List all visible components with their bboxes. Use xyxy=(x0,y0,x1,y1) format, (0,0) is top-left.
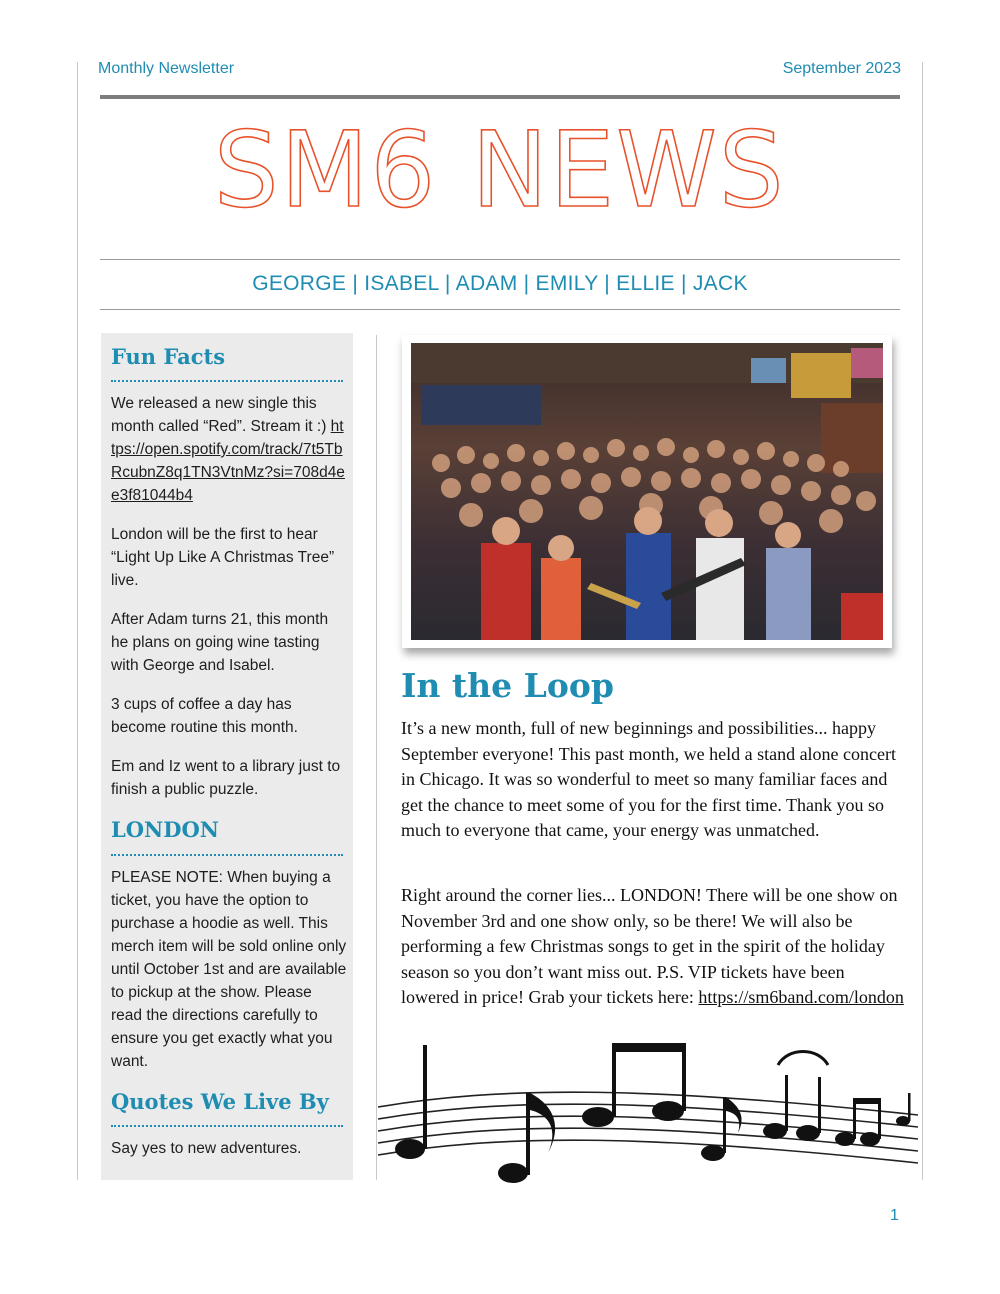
fun-fact-5: Em and Iz went to a library just to finish a public puzzle. xyxy=(111,758,341,798)
quotes-divider xyxy=(111,1125,343,1127)
fun-fact-1-text: We released a new single this month called “Red”. Stream it :) xyxy=(111,395,327,435)
masthead-title xyxy=(100,109,900,231)
members-top-rule xyxy=(100,259,900,260)
quotes-heading: Quotes We Live By xyxy=(111,1089,329,1114)
fun-fact-2: London will be the first to hear “Light Up Like A Christmas Tree” live. xyxy=(111,526,335,589)
fun-facts-heading: Fun Facts xyxy=(111,344,226,369)
band-members: GEORGE | ISABEL | ADAM | EMILY | ELLIE | JACK xyxy=(252,272,748,295)
loop-paragraph-2-text: Right around the corner lies... LONDON! There will be one show on November 3rd and one show only, so be there! We will also be performing a few Christmas songs to get in the spirit of the holiday season so you don’t want miss out. P.S. VIP tickets have been lowered in price! Grab your tickets here: xyxy=(401,885,898,1007)
spotify-track-link[interactable]: https://open.spotify.com/track/7t5TbRcubnZ8q1TN3VtnMz?si=708d4ee3f81044b4 xyxy=(111,418,345,504)
right-margin-line xyxy=(922,62,923,1180)
page-number: 1 xyxy=(890,1207,899,1224)
tickets-link[interactable]: https://sm6band.com/london xyxy=(698,987,904,1007)
in-the-loop-heading: In the Loop xyxy=(401,666,614,705)
left-margin-line xyxy=(77,62,78,1180)
concert-crowd-photo xyxy=(411,343,883,640)
loop-paragraph-1: It’s a new month, full of new beginnings and possibilities... happy September everyone! This past month, we held a stand alone concert in Chicago. It was so wonderful to meet so many familiar faces and get the chance to meet some of you for the first time. Thank you so much to everyone that came, your energy was unmatched. xyxy=(401,718,897,840)
header-newsletter-label: Monthly Newsletter xyxy=(98,60,235,77)
masthead-text: SM6 NEWS xyxy=(214,109,786,231)
fun-fact-3: After Adam turns 21, this month he plans on going wine tasting with George and Isabel. xyxy=(111,611,329,674)
column-separator xyxy=(376,335,377,1180)
fun-fact-4: 3 cups of coffee a day has become routine this month. xyxy=(111,696,298,736)
loop-paragraph-2 xyxy=(401,883,906,1011)
quote-text: Say yes to new adventures. xyxy=(111,1140,302,1157)
fun-facts-divider xyxy=(111,380,343,382)
london-divider xyxy=(111,854,343,856)
london-heading: LONDON xyxy=(111,817,219,842)
fun-fact-1 xyxy=(111,392,347,507)
music-notes-icon xyxy=(378,1035,918,1185)
header-date: September 2023 xyxy=(782,60,901,77)
london-note: PLEASE NOTE: When buying a ticket, you have the option to purchase a hoodie as well. This merch item will be sold online only until October 1st and are available to pickup at the show. Please read the directions carefully to ensure you get exactly what you want. xyxy=(111,869,347,1070)
members-bottom-rule xyxy=(100,309,900,310)
concert-photo-frame xyxy=(402,335,892,648)
header-rule xyxy=(100,95,900,99)
